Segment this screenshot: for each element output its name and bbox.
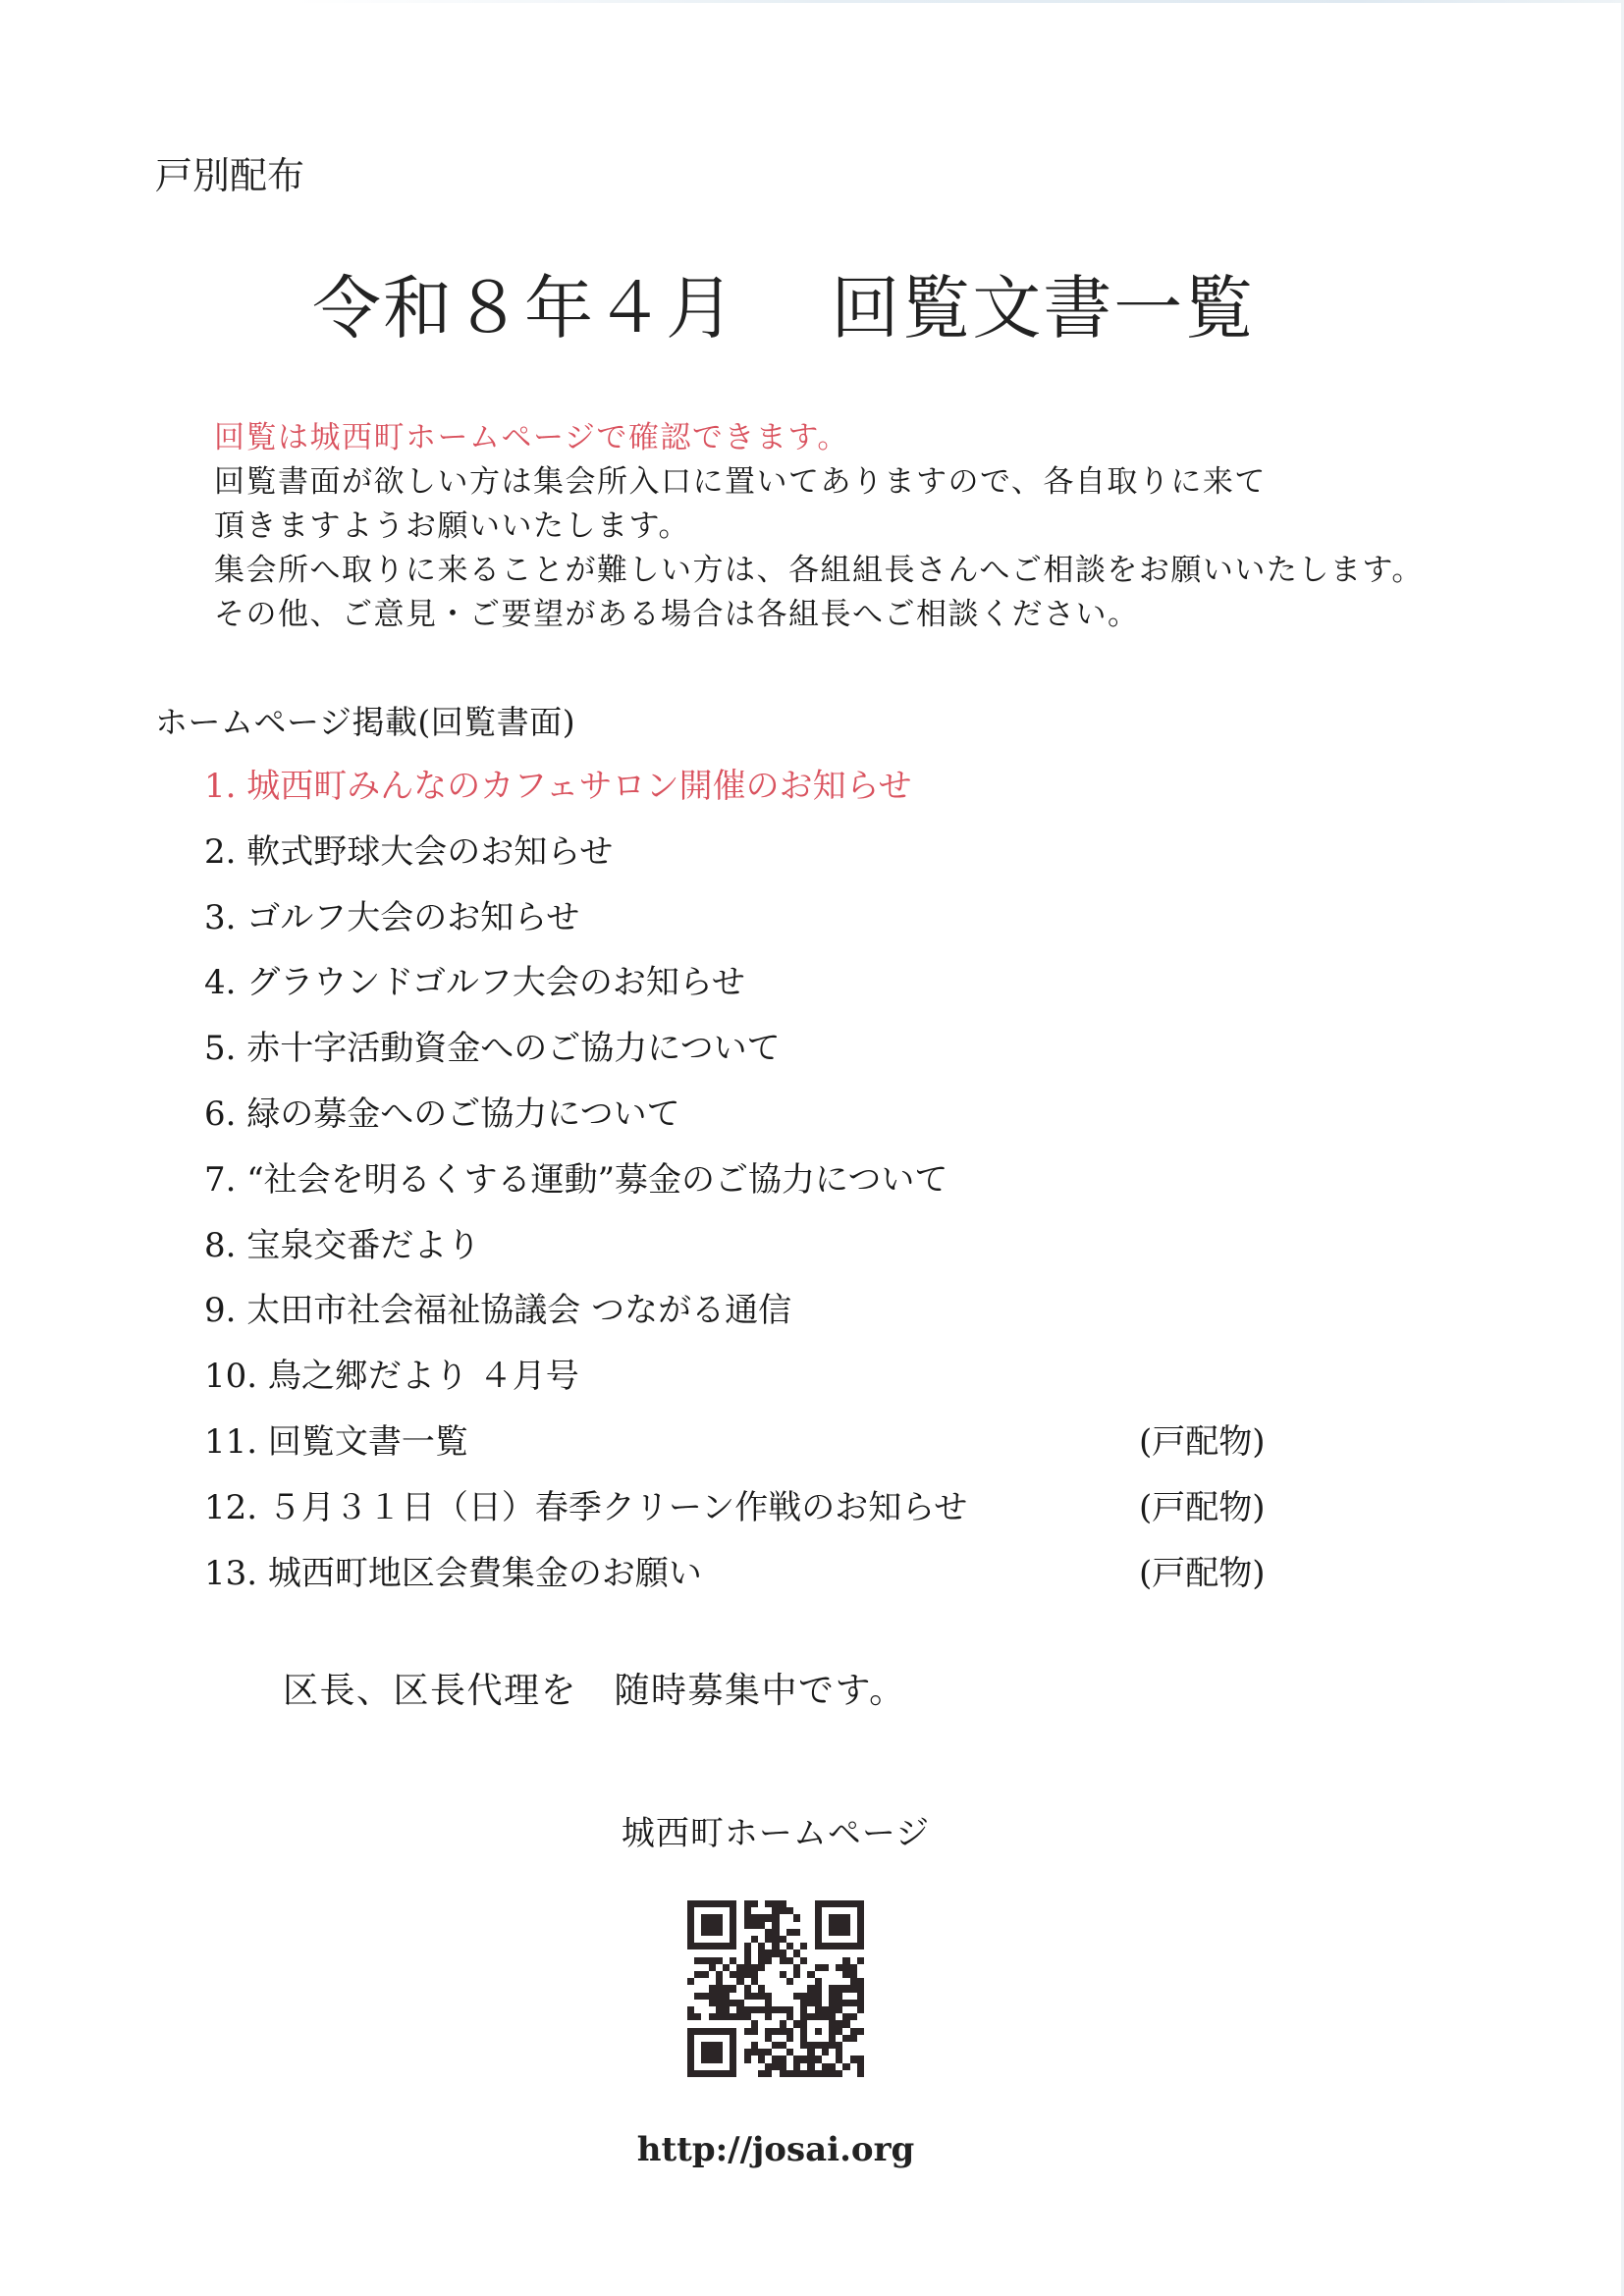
item-number: 5. <box>204 1029 237 1069</box>
homepage-label: 城西町ホームページ <box>621 1814 931 1853</box>
item-tag: (戸配物) <box>1139 1487 1266 1527</box>
qr-code-icon <box>687 1900 864 2077</box>
item-number: 3. <box>204 897 237 937</box>
item-number: 13. <box>204 1553 258 1593</box>
scan-edge-top <box>295 0 1624 3</box>
item-number: 9. <box>204 1291 237 1331</box>
item-text: 赤十字活動資金へのご協力について <box>246 1029 781 1069</box>
item-text: 宝泉交番だより <box>246 1225 481 1265</box>
notice-block <box>214 416 1424 637</box>
list-item <box>204 1283 1304 1349</box>
item-text: ゴルフ大会のお知らせ <box>246 897 580 937</box>
item-number: 10. <box>204 1357 258 1397</box>
list-item <box>204 1218 1304 1284</box>
item-number: 8. <box>204 1225 237 1265</box>
list-item <box>204 1152 1304 1218</box>
list-item <box>204 1415 1304 1480</box>
item-text: 緑の募金へのご協力について <box>246 1094 680 1134</box>
item-number: 4. <box>204 963 237 1003</box>
item-number: 1. <box>204 767 237 806</box>
item-tag: (戸配物) <box>1139 1421 1266 1462</box>
page-title: 令和８年４月 回覧文書一覧 <box>312 268 1256 348</box>
item-text: “社会を明るくする運動”募金のご協力について <box>246 1159 948 1200</box>
item-text: 城西町みんなのカフェサロン開催のお知らせ <box>246 767 912 806</box>
item-text: 鳥之郷だより ４月号 <box>267 1357 579 1397</box>
item-text: 城西町地区会費集金のお願い <box>267 1553 702 1593</box>
document-list <box>204 759 1304 1611</box>
distribution-label: 戸別配布 <box>155 154 305 197</box>
item-text: グラウンドゴルフ大会のお知らせ <box>246 963 745 1003</box>
item-number: 12. <box>204 1487 258 1527</box>
list-item <box>204 1021 1304 1087</box>
item-text: ５月３１日（日）春季クリーン作戦のお知らせ <box>267 1487 968 1527</box>
list-item <box>204 1087 1304 1152</box>
list-item <box>204 1349 1304 1415</box>
list-item <box>204 825 1304 890</box>
recruitment-notice: 区長、区長代理を 随時募集中です。 <box>283 1671 906 1711</box>
notice-line: 回覧書面が欲しい方は集会所入口に置いてありますので、各自取りに来て <box>214 464 1267 500</box>
notice-line: 集会所へ取りに来ることが難しい方は、各組組長さんへご相談をお願いいたします。 <box>214 553 1424 588</box>
item-number: 2. <box>204 831 237 872</box>
item-tag: (戸配物) <box>1139 1553 1266 1593</box>
list-item <box>204 955 1304 1021</box>
notice-line: 頂きますようお願いいたします。 <box>214 508 691 544</box>
list-item <box>204 759 1304 825</box>
item-number: 6. <box>204 1094 237 1134</box>
item-number: 7. <box>204 1159 237 1200</box>
item-text: 軟式野球大会のお知らせ <box>246 831 614 872</box>
item-number: 11. <box>204 1421 258 1462</box>
item-text: 回覧文書一覧 <box>267 1421 468 1462</box>
homepage-url: http://josai.org <box>636 2130 915 2169</box>
item-text: 太田市社会福祉協議会 つながる通信 <box>246 1291 792 1331</box>
section-heading: ホームページ掲載(回覧書面) <box>155 703 576 741</box>
list-item <box>204 890 1304 956</box>
list-item <box>204 1480 1304 1546</box>
notice-line: その他、ご意見・ご要望がある場合は各組長へご相談ください。 <box>214 597 1140 632</box>
list-item <box>204 1546 1304 1612</box>
notice-highlight: 回覧は城西町ホームページで確認できます。 <box>214 420 849 455</box>
